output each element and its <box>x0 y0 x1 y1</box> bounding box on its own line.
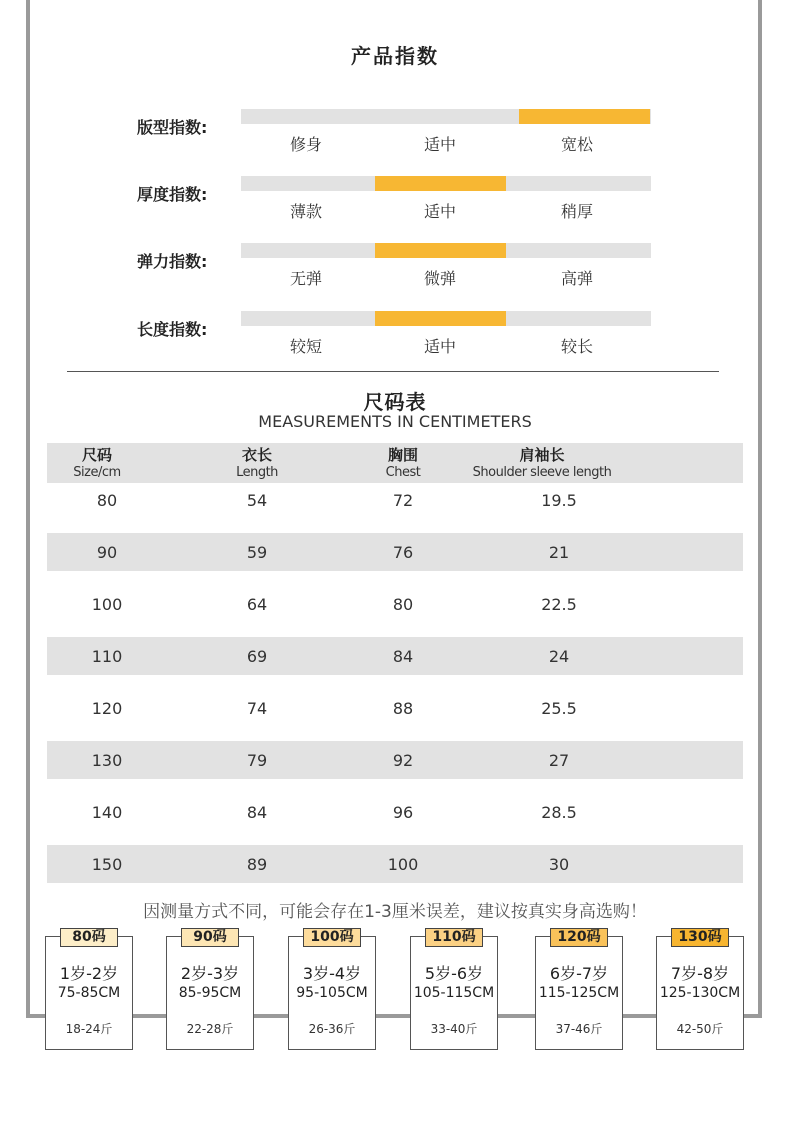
age-range: 2岁-3岁 <box>180 964 240 983</box>
index-row <box>0 243 790 293</box>
table-row <box>47 793 743 831</box>
table-row <box>47 533 743 571</box>
table-cell: 96 <box>392 803 414 822</box>
table-cell: 100 <box>387 855 419 874</box>
index-option: 适中 <box>423 135 456 154</box>
age-range: 5岁-6岁 <box>424 964 484 983</box>
index-row <box>0 311 790 361</box>
table-cell: 110 <box>91 647 123 666</box>
index-bar <box>241 109 651 124</box>
header-chest-en: Chest <box>385 465 421 480</box>
measurement-note: 因测量方式不同，可能会存在1-3厘米误差，建议按真实身高选购！ <box>143 902 647 922</box>
table-cell: 140 <box>91 803 123 822</box>
size-guide-card <box>656 929 744 1050</box>
index-bar-highlight <box>375 243 506 258</box>
table-cell: 72 <box>392 491 414 510</box>
table-cell: 22.5 <box>541 595 577 614</box>
header-chest <box>353 447 453 482</box>
table-cell: 25.5 <box>541 699 577 718</box>
table-cell: 84 <box>246 803 268 822</box>
size-tag: 130码 <box>671 928 729 947</box>
age-range: 7岁-8岁 <box>670 964 730 983</box>
height-range: 125-130CM <box>659 985 741 1001</box>
size-guide-card <box>535 929 623 1050</box>
product-index-title: 产品指数 <box>351 44 439 68</box>
table-cell: 30 <box>548 855 570 874</box>
index-option: 稍厚 <box>560 202 593 221</box>
index-option: 修身 <box>289 135 322 154</box>
table-cell: 24 <box>548 647 570 666</box>
size-tag: 100码 <box>303 928 361 947</box>
index-option: 适中 <box>423 202 456 221</box>
table-cell: 80 <box>392 595 414 614</box>
height-range: 115-125CM <box>538 985 620 1001</box>
table-cell: 79 <box>246 751 268 770</box>
table-cell: 21 <box>548 543 570 562</box>
table-cell: 92 <box>392 751 414 770</box>
table-cell: 27 <box>548 751 570 770</box>
table-row <box>47 481 743 519</box>
table-cell: 150 <box>91 855 123 874</box>
age-range: 6岁-7岁 <box>549 964 609 983</box>
size-guide-card <box>45 929 133 1050</box>
table-cell: 19.5 <box>541 491 577 510</box>
section-divider <box>67 371 719 372</box>
height-range: 105-115CM <box>413 985 495 1001</box>
index-bar-highlight <box>375 176 506 191</box>
weight-range: 22-28斤 <box>186 1022 234 1036</box>
size-tag: 90码 <box>181 928 239 947</box>
header-chest-zh: 胸围 <box>387 446 418 464</box>
table-cell: 84 <box>392 647 414 666</box>
weight-range: 33-40斤 <box>430 1022 478 1036</box>
table-cell: 100 <box>91 595 123 614</box>
header-length <box>207 447 307 482</box>
table-cell: 64 <box>246 595 268 614</box>
table-cell: 80 <box>96 491 118 510</box>
height-range: 85-95CM <box>178 985 242 1001</box>
header-length-en: Length <box>236 465 278 480</box>
size-tag: 110码 <box>425 928 483 947</box>
index-row <box>0 109 790 159</box>
index-bar <box>241 311 651 326</box>
index-option: 较短 <box>289 337 322 356</box>
index-row <box>0 176 790 226</box>
table-cell: 89 <box>246 855 268 874</box>
index-label: 弹力指数: <box>137 252 208 271</box>
weight-range: 37-46斤 <box>555 1022 603 1036</box>
age-range: 3岁-4岁 <box>302 964 362 983</box>
table-row <box>47 585 743 623</box>
table-row <box>47 689 743 727</box>
index-bar <box>241 243 651 258</box>
size-guide-card <box>410 929 498 1050</box>
size-chart-title: 尺码表 <box>363 390 427 414</box>
table-cell: 90 <box>96 543 118 562</box>
table-cell: 59 <box>246 543 268 562</box>
index-label: 版型指数: <box>137 118 208 137</box>
table-cell: 54 <box>246 491 268 510</box>
index-bar-highlight <box>375 311 506 326</box>
weight-range: 42-50斤 <box>676 1022 724 1036</box>
table-row <box>47 741 743 779</box>
index-option: 较长 <box>560 337 593 356</box>
table-cell: 88 <box>392 699 414 718</box>
index-bar-highlight <box>519 109 650 124</box>
size-table-header <box>47 443 743 483</box>
table-row <box>47 637 743 675</box>
index-label: 厚度指数: <box>137 185 208 204</box>
height-range: 75-85CM <box>57 985 121 1001</box>
header-sleeve-en: Shoulder sleeve length <box>472 465 612 480</box>
index-option: 宽松 <box>560 135 593 154</box>
size-tag: 80码 <box>60 928 118 947</box>
age-range: 1岁-2岁 <box>59 964 119 983</box>
index-option: 微弹 <box>423 269 456 288</box>
header-sleeve <box>459 447 625 482</box>
size-guide-card <box>288 929 376 1050</box>
table-row <box>47 845 743 883</box>
header-sleeve-zh: 肩袖长 <box>519 446 565 464</box>
header-size-zh: 尺码 <box>81 446 112 464</box>
table-cell: 120 <box>91 699 123 718</box>
index-option: 高弹 <box>560 269 593 288</box>
weight-range: 26-36斤 <box>308 1022 356 1036</box>
size-tag: 120码 <box>550 928 608 947</box>
index-option: 薄款 <box>289 202 322 221</box>
table-cell: 130 <box>91 751 123 770</box>
index-option: 适中 <box>423 337 456 356</box>
index-bar <box>241 176 651 191</box>
header-length-zh: 衣长 <box>241 446 272 464</box>
index-label: 长度指数: <box>137 320 208 339</box>
table-cell: 74 <box>246 699 268 718</box>
size-chart-subtitle: MEASUREMENTS IN CENTIMETERS <box>258 412 532 431</box>
header-size-en: Size/cm <box>73 465 121 480</box>
table-cell: 69 <box>246 647 268 666</box>
table-cell: 76 <box>392 543 414 562</box>
table-cell: 28.5 <box>541 803 577 822</box>
header-size <box>47 447 147 482</box>
weight-range: 18-24斤 <box>65 1022 113 1036</box>
height-range: 95-105CM <box>296 985 368 1001</box>
index-option: 无弹 <box>289 269 322 288</box>
size-guide-card <box>166 929 254 1050</box>
